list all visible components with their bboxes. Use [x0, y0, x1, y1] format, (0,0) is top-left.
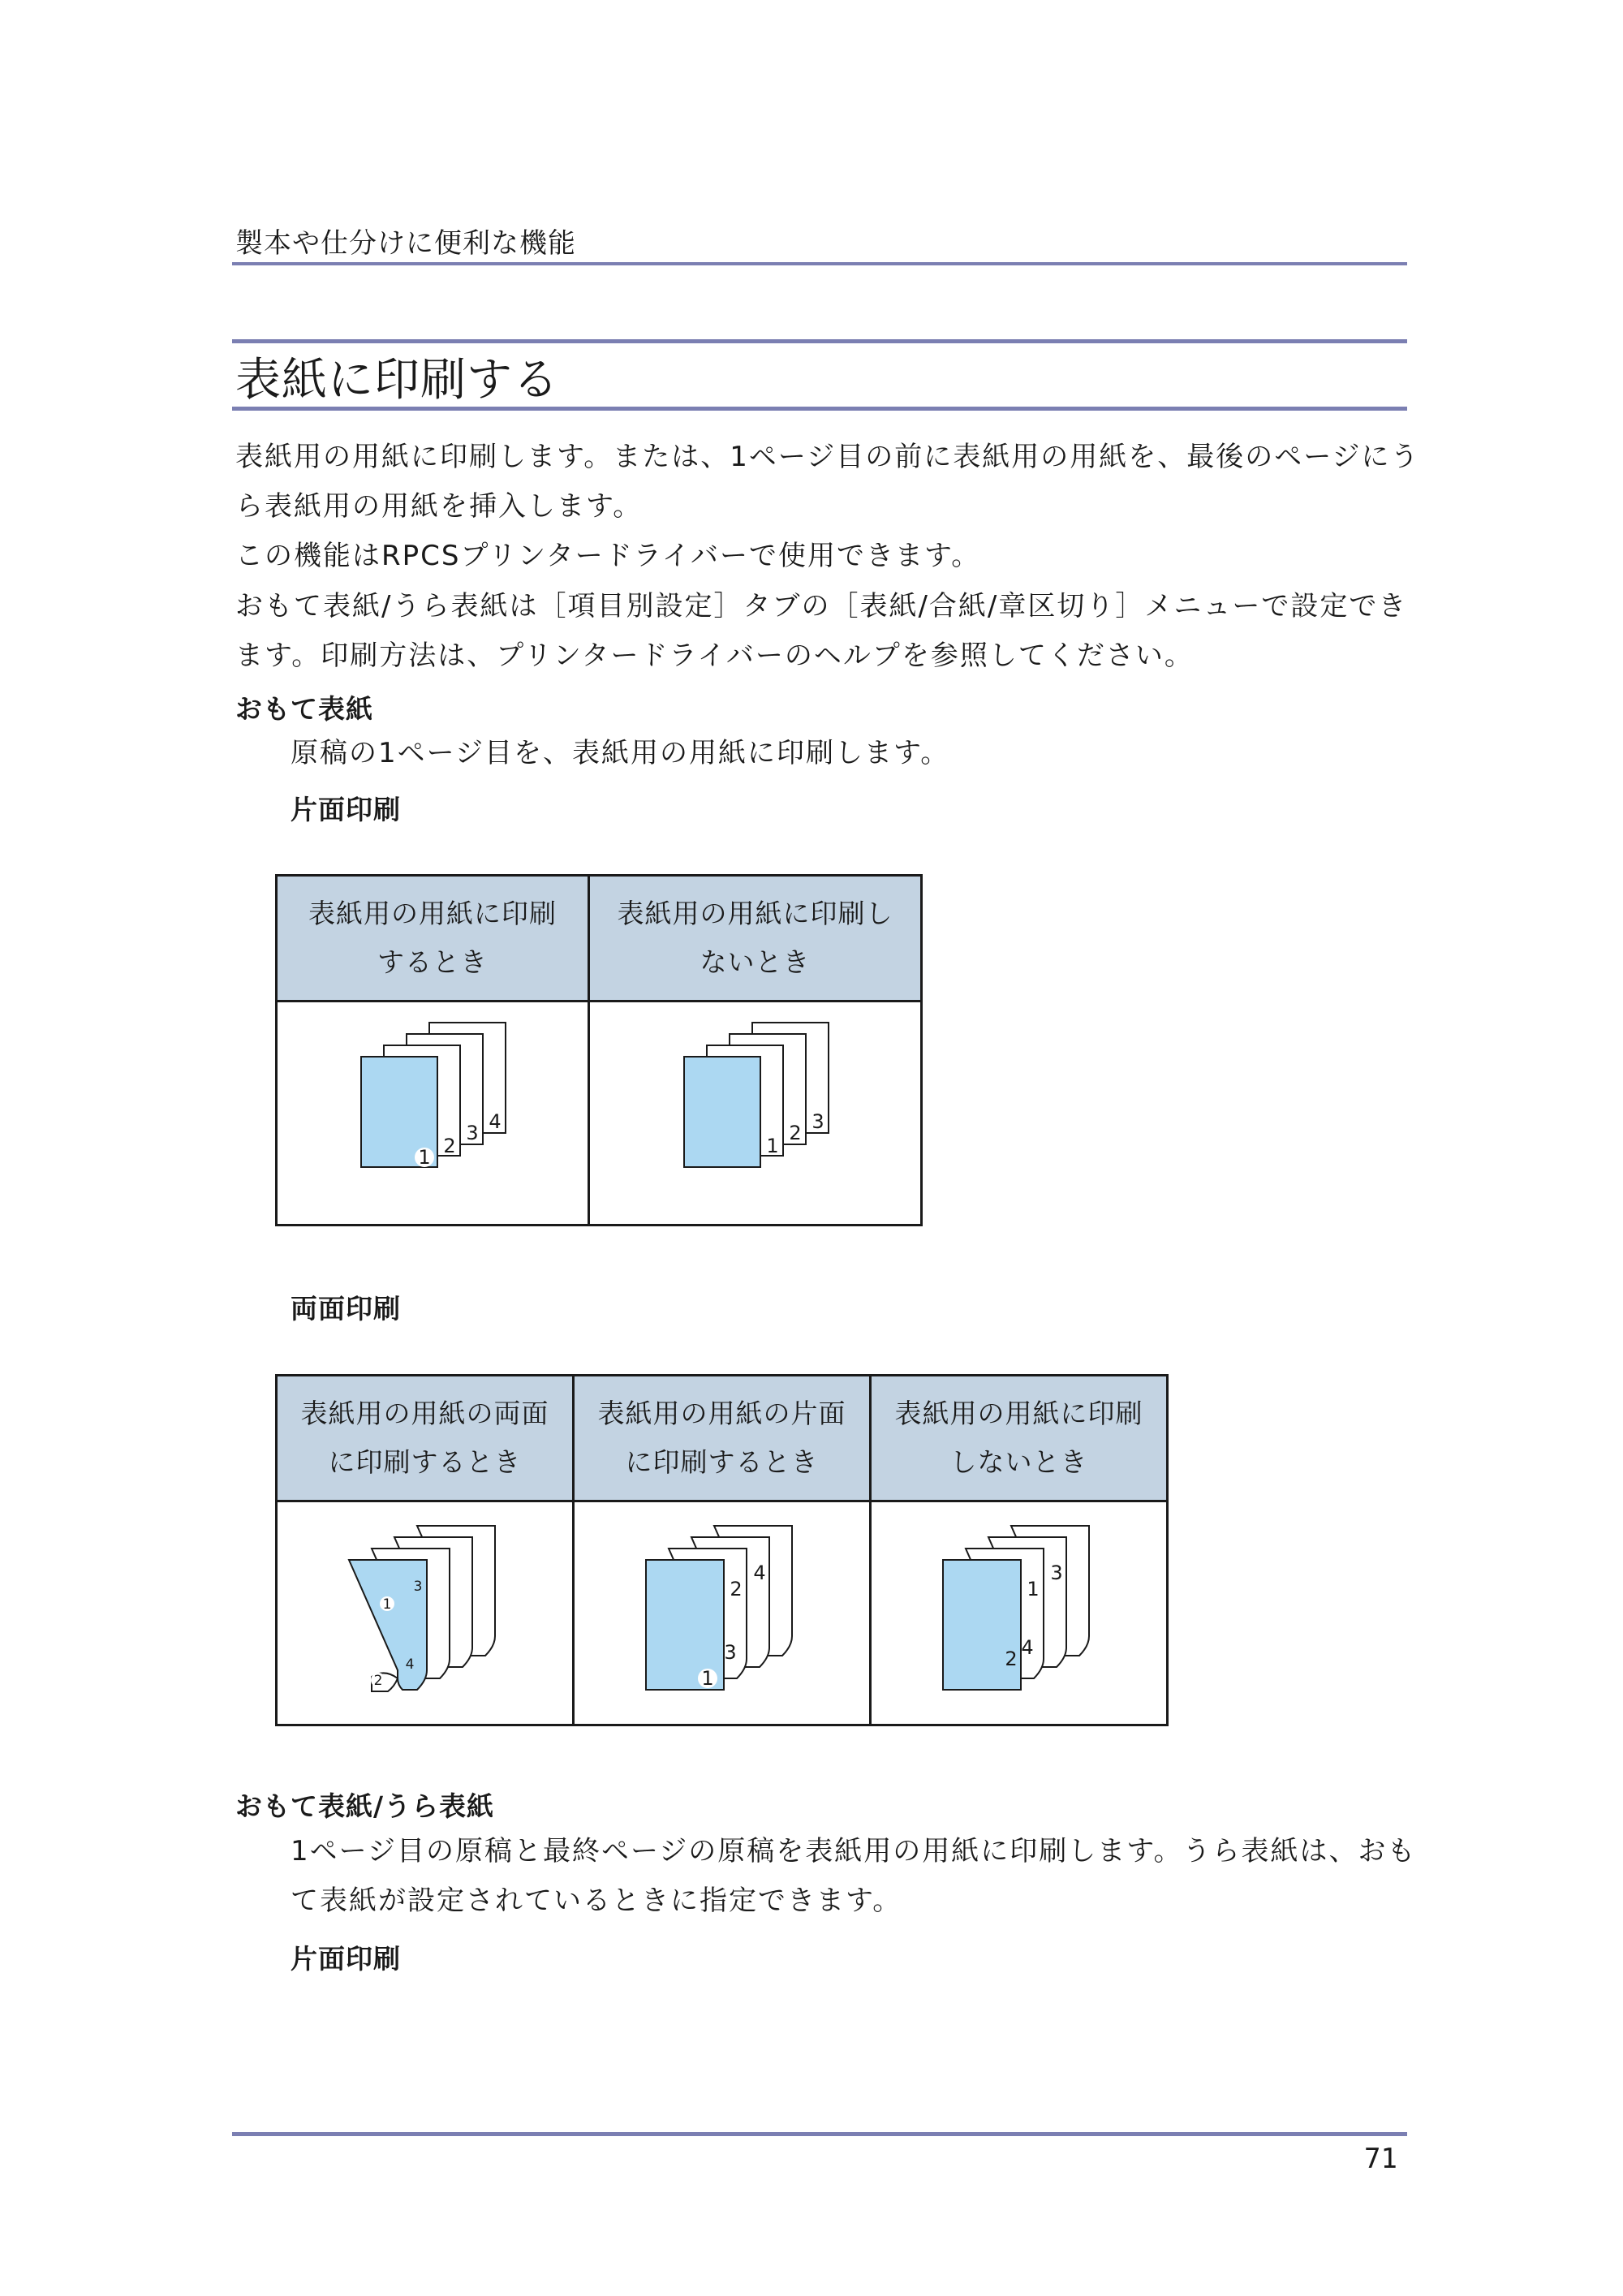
- header-rule: [232, 262, 1407, 265]
- simplex-figure-without-cover: [589, 1002, 922, 1226]
- front-back-cover-text-1: 1ページ目の原稿と最終ページの原稿を表紙用の用紙に印刷します。うら表紙は、おも: [291, 1835, 1417, 1867]
- footer-rule: [232, 2132, 1407, 2136]
- simplex-heading: 片面印刷: [291, 794, 401, 825]
- duplex-heading: 両面印刷: [291, 1293, 401, 1325]
- duplex-figure-both-sides: [277, 1501, 574, 1725]
- page-number-label: 1: [700, 1666, 714, 1690]
- page-number-label: 1: [765, 1134, 779, 1157]
- front-cover-text: 原稿の1ページ目を、表紙用の用紙に印刷します。: [291, 737, 950, 769]
- page-number: 71: [1364, 2143, 1397, 2175]
- duplex-header-no-cover: 表紙用の用紙に印刷 しないとき: [871, 1376, 1168, 1501]
- page-number-label: 1: [382, 1596, 391, 1613]
- page-number-label: 4: [405, 1656, 414, 1673]
- page-number-label: 4: [1020, 1635, 1034, 1659]
- intro-line-1: 表紙用の用紙に印刷します。または、1ページ目の前に表紙用の用紙を、最後のページにう: [235, 441, 1420, 473]
- page-number-label: 4: [489, 1109, 502, 1133]
- page-number-label: 4: [752, 1561, 766, 1584]
- page-number-label: 2: [443, 1134, 456, 1157]
- intro-line-4: おもて表紙/うら表紙は［項目別設定］タブの［表紙/合紙/章区切り］メニューで設定でき: [235, 590, 1408, 622]
- title-rule-top: [232, 339, 1407, 343]
- section-header: 製本や仕分けに便利な機能: [235, 227, 576, 260]
- page-stack-illustration: [311, 1014, 554, 1209]
- page-number-label: 1: [1026, 1577, 1040, 1600]
- page-number-label: 2: [729, 1577, 743, 1600]
- duplex-figure-no-cover: [871, 1501, 1168, 1725]
- duplex-page-stack-illustration: [898, 1514, 1141, 1709]
- page-title: 表紙に印刷する: [235, 354, 559, 407]
- page-stack-illustration: [634, 1014, 877, 1209]
- front-back-cover-text-2: て表紙が設定されているときに指定できます。: [291, 1885, 902, 1917]
- simplex-header-with-cover: 表紙用の用紙に印刷 するとき: [277, 876, 589, 1002]
- simplex-header-without-cover: 表紙用の用紙に印刷し ないとき: [589, 876, 922, 1002]
- page-number-label: 3: [1049, 1561, 1063, 1584]
- page-number-label: 2: [1004, 1647, 1018, 1670]
- simplex-table: [275, 874, 923, 1226]
- simplex-figure-with-cover: [277, 1002, 589, 1226]
- duplex-table: [275, 1374, 1169, 1726]
- page-number-label: 2: [788, 1121, 802, 1144]
- page-number-label: 3: [413, 1578, 422, 1595]
- front-cover-heading: おもて表紙: [235, 693, 373, 725]
- duplex-page-stack-illustration: [304, 1514, 547, 1709]
- page-number-label: 3: [811, 1109, 824, 1133]
- page-number-label: 3: [723, 1640, 737, 1664]
- page-number-label: 3: [466, 1121, 479, 1144]
- front-back-simplex-heading: 片面印刷: [291, 1943, 401, 1975]
- page-number-label: 1: [418, 1145, 431, 1169]
- intro-line-3: この機能はRPCSプリンタードライバーで使用できます。: [235, 540, 981, 572]
- duplex-header-both-sides: 表紙用の用紙の両面 に印刷するとき: [277, 1376, 574, 1501]
- intro-line-5: ます。印刷方法は、プリンタードライバーのヘルプを参照してください。: [235, 640, 1194, 672]
- intro-line-2: ら表紙用の用紙を挿入します。: [235, 490, 643, 523]
- title-rule-bottom: [232, 407, 1407, 411]
- duplex-page-stack-illustration: [601, 1514, 844, 1709]
- duplex-header-one-side: 表紙用の用紙の片面 に印刷するとき: [574, 1376, 871, 1501]
- duplex-figure-one-side: [574, 1501, 871, 1725]
- front-back-cover-heading: おもて表紙/うら表紙: [235, 1790, 495, 1822]
- page-number-label: 2: [373, 1672, 382, 1689]
